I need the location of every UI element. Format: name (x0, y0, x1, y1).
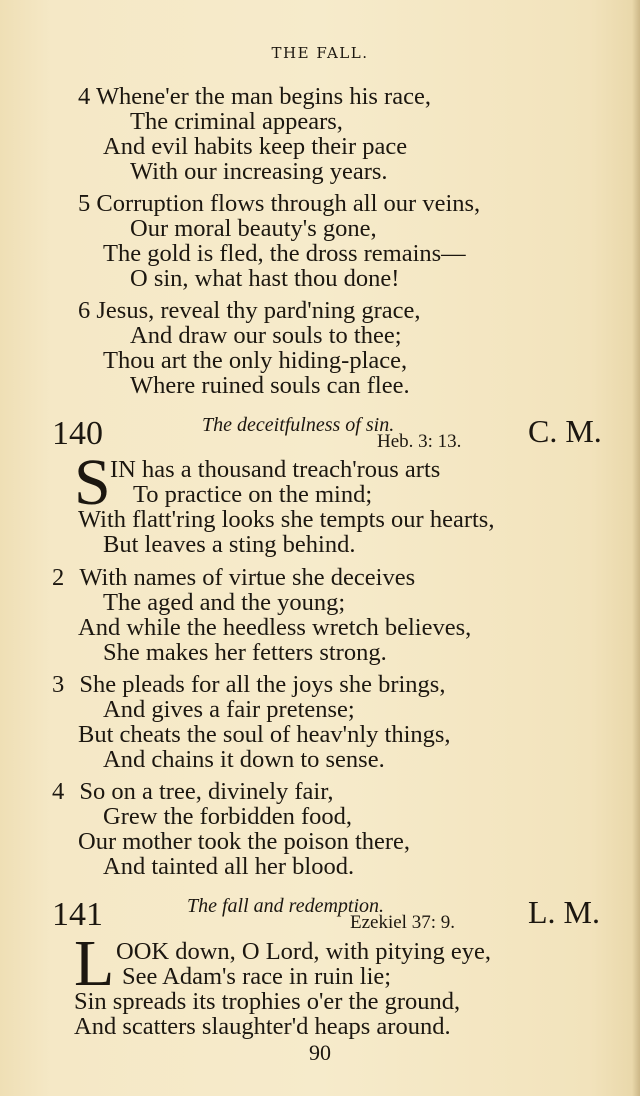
verse-line: Where ruined souls can flee. (130, 372, 410, 399)
verse-text: Jesus, reveal thy pard'ning grace, (96, 297, 421, 324)
stanza-line (78, 298, 421, 324)
verse-line: Thou art the only hiding-place, (103, 347, 408, 374)
drop-cap: S (74, 446, 111, 519)
verse-line: And draw our souls to thee; (130, 322, 402, 349)
verse-line: See Adam's race in ruin lie; (122, 963, 392, 990)
verse-text: So on a tree, divinely fair, (79, 778, 334, 805)
verse-line: But cheats the soul of heav'nly things, (78, 721, 451, 748)
verse-line: And tainted all her blood. (103, 853, 355, 880)
scripture-reference: Ezekiel 37: 9. (350, 912, 455, 933)
hymn-meter: L. M. (528, 894, 600, 930)
verse-line: And while the heedless wretch believes, (78, 614, 472, 641)
stanza-number: 5 (78, 190, 91, 217)
stanza-line (52, 672, 445, 698)
page-number: 90 (309, 1040, 331, 1065)
page-edge-shadow (632, 0, 640, 1096)
stanza-number: 2 (52, 564, 65, 591)
running-head: THE FALL. (271, 44, 369, 62)
stanza-number: 4 (52, 778, 65, 805)
verse-line: OOK down, O Lord, with pitying eye, (116, 938, 491, 965)
verse-line: And gives a fair pretense; (103, 696, 355, 723)
hymn-number: 141 (52, 896, 103, 933)
verse-line: But leaves a sting behind. (103, 531, 356, 558)
verse-text: With names of virtue she deceives (79, 564, 416, 591)
stanza-number: 4 (78, 83, 91, 110)
hymn-meter: C. M. (528, 413, 602, 449)
stanza-line (78, 191, 480, 217)
verse-line: Sin spreads its trophies o'er the ground, (74, 988, 461, 1015)
stanza-line (78, 84, 431, 110)
verse-line: To practice on the mind; (133, 481, 373, 508)
verse-line: Our moral beauty's gone, (130, 215, 377, 242)
verse-text: Corruption flows through all our veins, (96, 190, 481, 217)
hymn-title: The fall and redemption. (187, 895, 385, 917)
verse-line: With flatt'ring looks she tempts our hearts, (78, 506, 495, 533)
verse-line: Our mother took the poison there, (78, 828, 411, 855)
stanza-line (52, 779, 334, 805)
verse-line: Grew the forbidden food, (103, 803, 353, 830)
verse-line: With our increasing years. (130, 158, 388, 185)
stanza-line (52, 565, 415, 591)
drop-cap: L (74, 927, 115, 1000)
verse-line: And chains it down to sense. (103, 746, 385, 773)
stanza-number: 3 (52, 671, 65, 698)
stanza-number: 6 (78, 297, 91, 324)
verse-line: And evil habits keep their pace (103, 133, 408, 160)
verse-line: O sin, what hast thou done! (130, 265, 400, 292)
verse-line: IN has a thousand treach'rous arts (110, 456, 441, 483)
verse-text: Whene'er the man begins his race, (95, 83, 431, 110)
hymn-number: 140 (52, 415, 103, 452)
scripture-reference: Heb. 3: 13. (377, 431, 462, 452)
verse-line: The criminal appears, (130, 108, 343, 135)
verse-text: She pleads for all the joys she brings, (79, 671, 446, 698)
verse-line: The aged and the young; (103, 589, 346, 616)
verse-line: She makes her fetters strong. (103, 639, 387, 666)
verse-line: The gold is fled, the dross remains— (103, 240, 466, 267)
hymn-title: The deceitfulness of sin. (202, 414, 395, 436)
verse-line: And scatters slaughter'd heaps around. (74, 1013, 451, 1040)
